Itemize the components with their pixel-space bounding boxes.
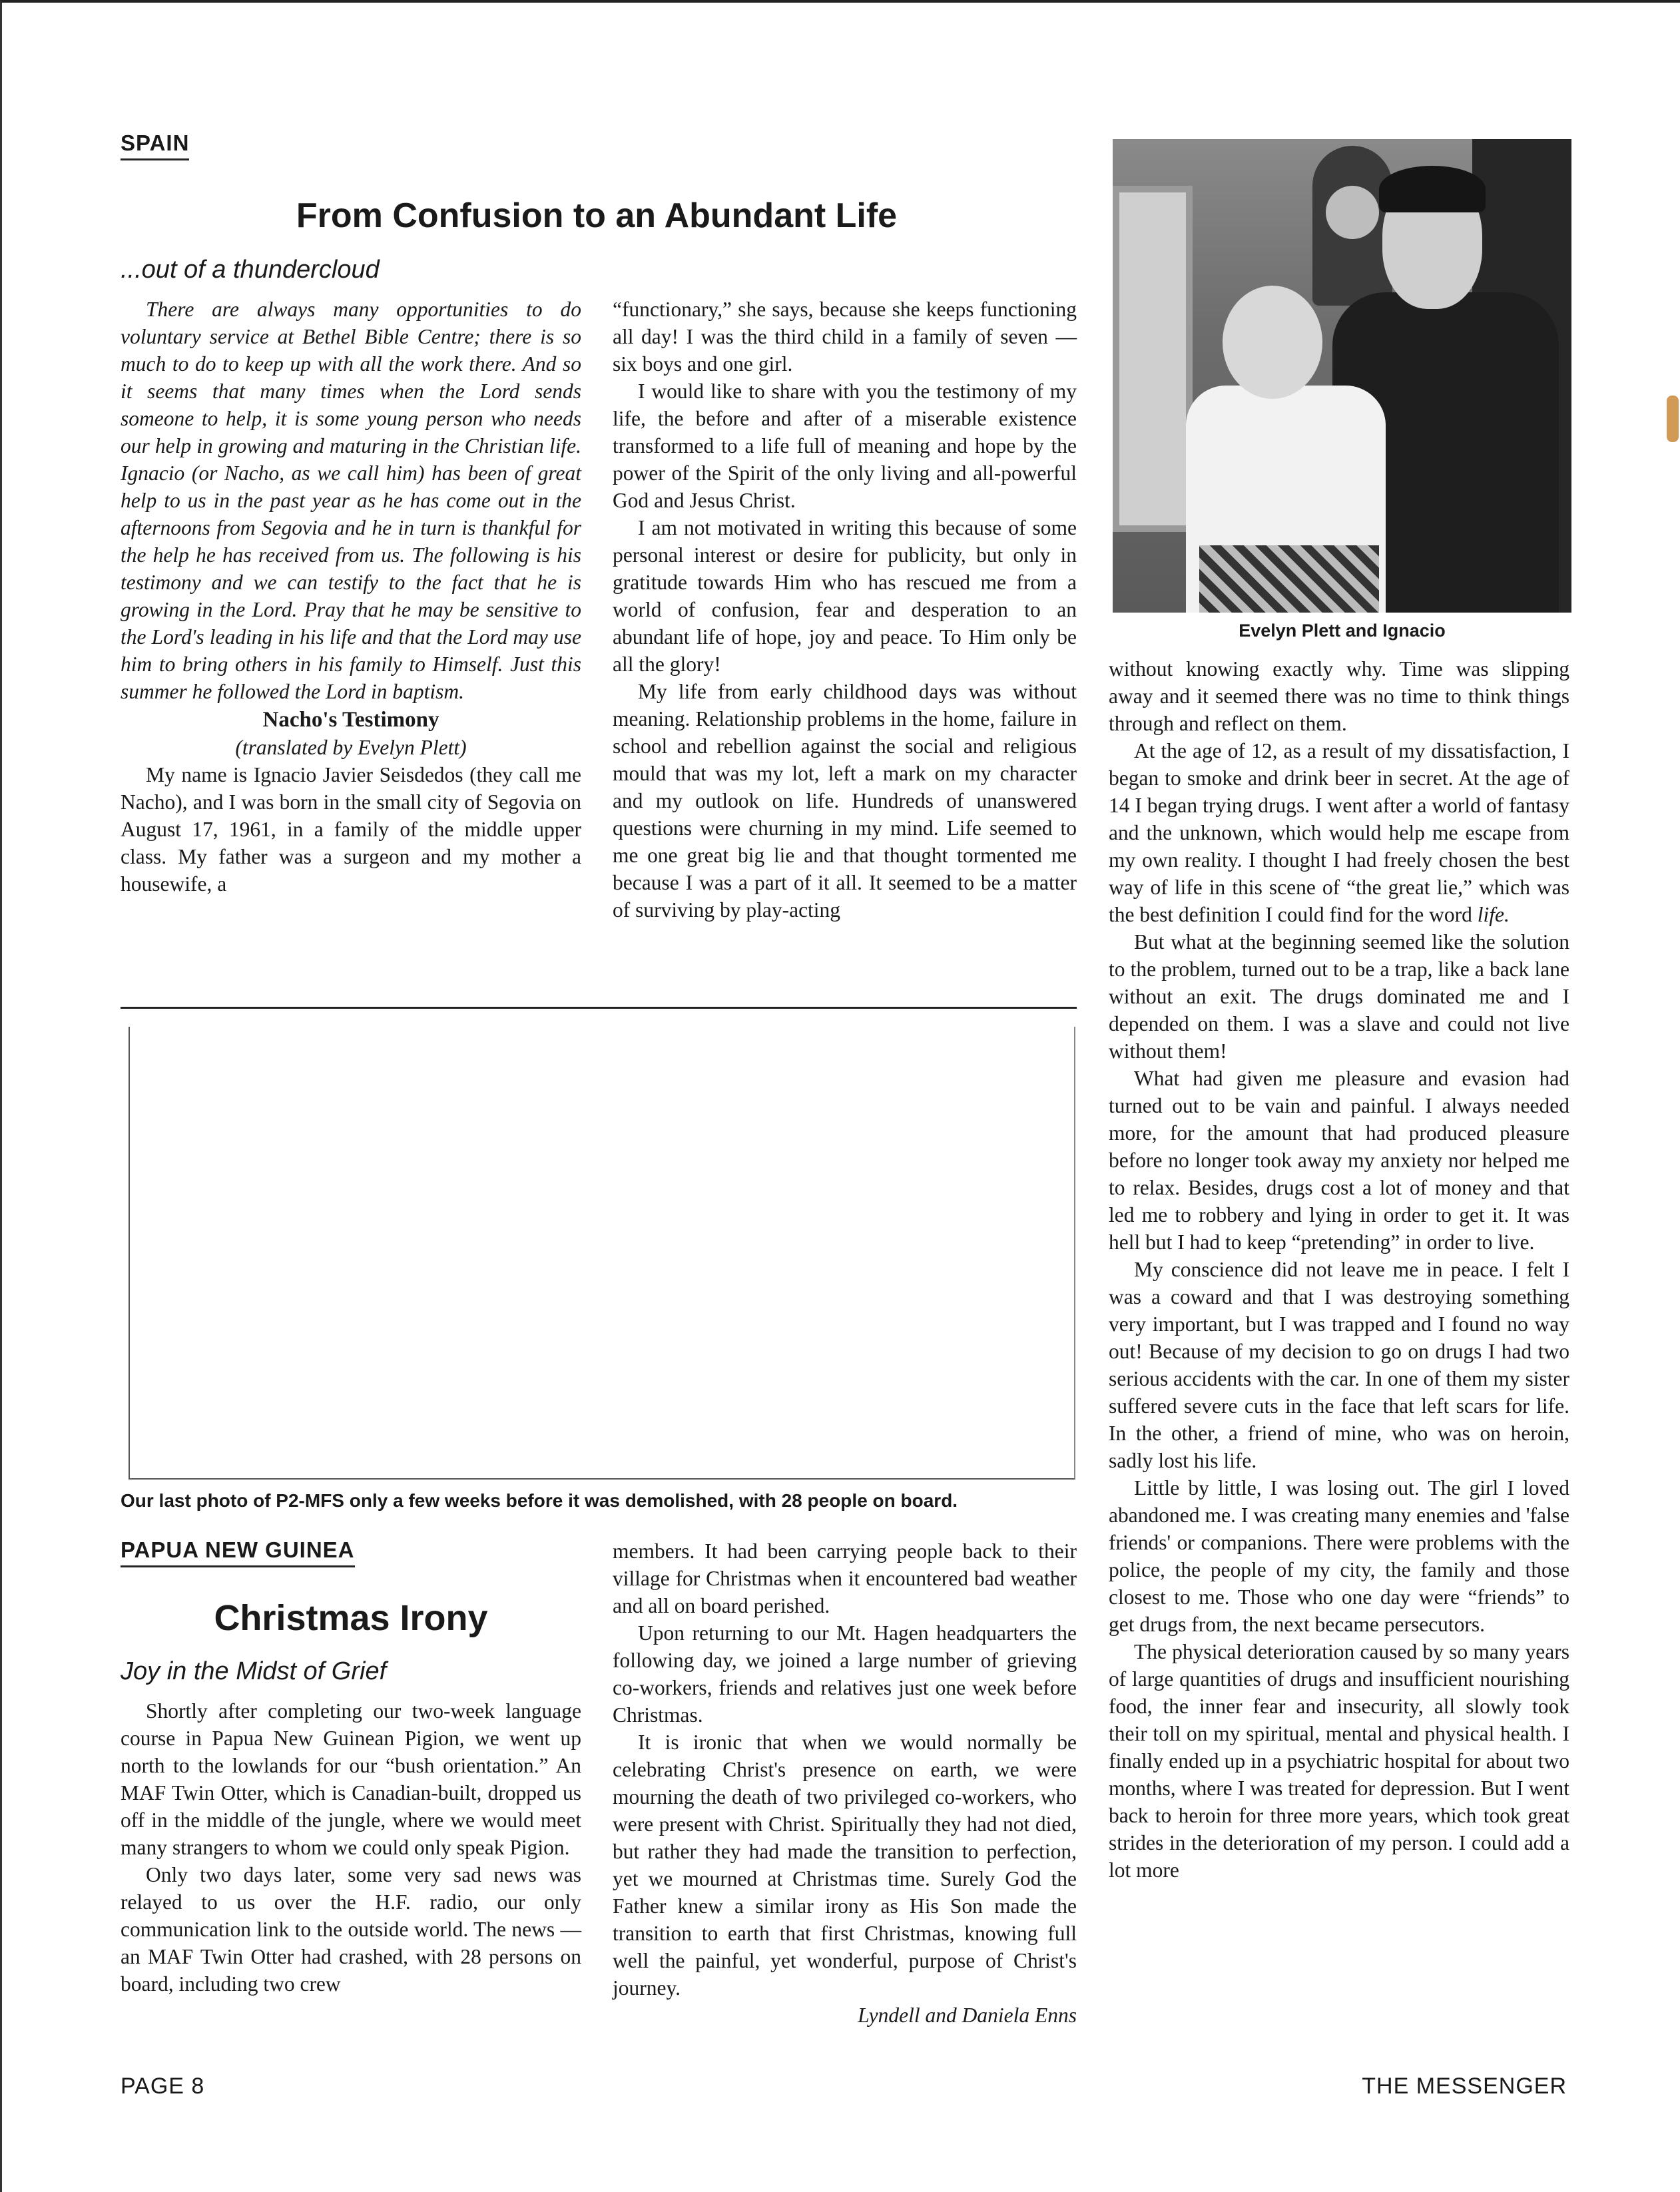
photo-wall-clock [1312, 146, 1392, 306]
photo-woman-head [1223, 286, 1322, 399]
photo-woman-skirt [1199, 545, 1379, 613]
article-subtitle: ...out of a thundercloud [121, 256, 380, 284]
emphasis-word: life. [1477, 903, 1510, 926]
body-paragraph: Little by little, I was losing out. The girl I loved abandoned me. I was creating many enemies and 'false friends' or companions. There were problems with the police, the people of my city, the family and those closest to me. Those who one day were “friends” to get drugs from, the next became persecutors. [1109, 1476, 1569, 1636]
airplane-photo-caption: Our last photo of P2-MFS only a few weeks before it was demolished, with 28 people on board. [121, 1490, 958, 1511]
body-paragraph: My name is Ignacio Javier Seisdedos (they call me Nacho), and I was born in the small city of Segovia on August 17, 1961, in a family of the middle upper class. My father was a surgeon and my mother a housewife, a [121, 763, 581, 896]
png-column-2 [613, 1537, 1077, 2029]
translator-credit: (translated by Evelyn Plett) [235, 736, 467, 759]
publication-name: THE MESSENGER [1362, 2073, 1567, 2099]
article-title: From Confusion to an Abundant Life [296, 196, 898, 235]
body-paragraph: The physical deterioration caused by so many years of large quantities of drugs and insufficient nourishing food, the inner fear and insecurity, all slowly took their toll on my spiritual, mental and physical health. I finally ended up in a psychiatric hospital for about two months, where I was treated for depression. But I went back to heroin for three more years, which took great strides in the deterioration of my person. I could add a lot more [1109, 1640, 1569, 1882]
article2-subtitle: Joy in the Midst of Grief [121, 1657, 387, 1685]
body-paragraph: “functionary,” she says, because she keeps functioning all day! I was the third child in a family of seven — six boys and one girl. [613, 298, 1077, 376]
spain-column-2 [613, 296, 1077, 924]
body-paragraph: I would like to share with you the testimony of my life, the before and after of a miserable existence transformed to a life full of meaning and hope by the power of the Spirit of the only living and all-powerful God and Jesus Christ. [613, 380, 1077, 512]
photo-evelyn-and-ignacio [1113, 139, 1571, 613]
body-paragraph: members. It had been carrying people back to their village for Christmas when it encountered bad weather and all on board perished. [613, 1539, 1077, 1617]
body-text: At the age of 12, as a result of my dissatisfaction, I began to smoke and drink beer in secret. At the age of 14 I began trying drugs. I went after a world of fantasy and the unknown, which would help me escape from my own reality. I thought I had freely chosen the best way of life in this scene of “the great lie,” which was the best definition I could find for the word [1109, 739, 1569, 926]
spain-column-3 [1109, 655, 1569, 1884]
body-paragraph: But what at the beginning seemed like the solution to the problem, turned out to be a trap, like a back lane without an exit. The drugs dominated me and I depended on them. I was a slave and could not live without them! [1109, 930, 1569, 1063]
section-label-png: PAPUA NEW GUINEA [121, 1537, 355, 1567]
body-paragraph: Upon returning to our Mt. Hagen headquarters the following day, we joined a large number of grieving co-workers, friends and relatives just one week before Christmas. [613, 1621, 1077, 1727]
photo-man-hair [1379, 166, 1486, 212]
body-paragraph: My life from early childhood days was without meaning. Relationship problems in the home, failure in school and rebellion against the social and religious mould that was my lot, left a mark on my character and my outlook on life. Hundreds of unanswered questions were churning in my mind. Life seemed to me one great big lie and that thought tormented me because I was a part of it all. It seemed to be a matter of surviving by play-acting [613, 680, 1077, 922]
testimony-heading: Nacho's Testimony [262, 708, 439, 732]
photo-frame-decor [1113, 186, 1193, 532]
body-paragraph [1109, 737, 1569, 928]
section-label-spain: SPAIN [121, 131, 189, 160]
body-paragraph: What had given me pleasure and evasion had turned out to be vain and painful. I always needed more, for the amount that had produced pleasure before no longer took away my anxiety nor helped me to relax. Besides, drugs cost a lot of money and that led me to robbery and lying in order to get it. It was hell but I had to keep “pretending” in order to live. [1109, 1067, 1569, 1254]
section-divider [121, 1007, 1077, 1009]
article2-title: Christmas Irony [214, 1598, 488, 1638]
body-paragraph: My conscience did not leave me in peace. I felt I was a coward and that I was destroying something very important, but I was trapped and I found no way out! Because of my decision to go on drugs I had two serious accidents with the car. In one of them my sister suffered severe cuts in the face that left scars for life. In the other, a friend of mine, who was on heroin, sadly lost his life. [1109, 1258, 1569, 1472]
body-paragraph: Shortly after completing our two-week language course in Papua New Guinean Pigion, we went up north to the lowlands for our “bush orientation.” An MAF Twin Otter, which is Canadian-built, dropped us off in the middle of the jungle, where we would meet many strangers to whom we could only speak Pigion. [121, 1699, 581, 1859]
author-signature: Lyndell and Daniela Enns [858, 2004, 1077, 2027]
body-paragraph: I am not motivated in writing this because of some personal interest or desire for publicity, but only in gratitude towards Him who has rescued me from a world of confusion, fear and desperation to an abundant life of hope, joy and peace. To Him only be all the glory! [613, 516, 1077, 676]
airplane-photo-placeholder [129, 1027, 1075, 1480]
page-number: PAGE 8 [121, 2073, 205, 2099]
body-paragraph: Only two days later, some very sad news was relayed to us over the H.F. radio, our only communication link to the outside world. The news — an MAF Twin Otter had crashed, with 28 persons on board, including two crew [121, 1863, 581, 1996]
scan-smudge [1667, 396, 1679, 442]
png-column-1 [121, 1697, 581, 1998]
body-paragraph: It is ironic that when we would normally be celebrating Christ's presence on earth, we were mourning the death of two privileged co-workers, who were present with Christ. Spiritually they had not died, but rather they had made the transition to perfection, yet we mourned at Christmas time. Surely God the Father knew a similar irony as His Son made the transition to earth that first Christmas, knowing full well the painful, yet wonderful, purpose of Christ's journey. [613, 1731, 1077, 2000]
photo-caption: Evelyn Plett and Ignacio [1239, 621, 1446, 641]
spain-column-1 [121, 296, 581, 898]
intro-paragraph: There are always many opportunities to do voluntary service at Bethel Bible Centre; there is so much to do to keep up with all the work there. And so it seems that many times when the Lord sends someone to help, it is some young person who needs our help in growing and maturing in the Christian life. Ignacio (or Nacho, as we call him) has been of great help to us in the past year as he has come out in the afternoons from Segovia and he in turn is thankful for the help he has received from us. The following is his testimony and we can testify to the fact that he is growing in the Lord. Pray that he may be sensitive to the Lord's leading in his life and that the Lord may use him to bring others in his family to Himself. Just this summer he followed the Lord in baptism. [121, 298, 581, 703]
body-paragraph: without knowing exactly why. Time was slipping away and it seemed there was no time to think things through and reflect on them. [1109, 657, 1569, 735]
